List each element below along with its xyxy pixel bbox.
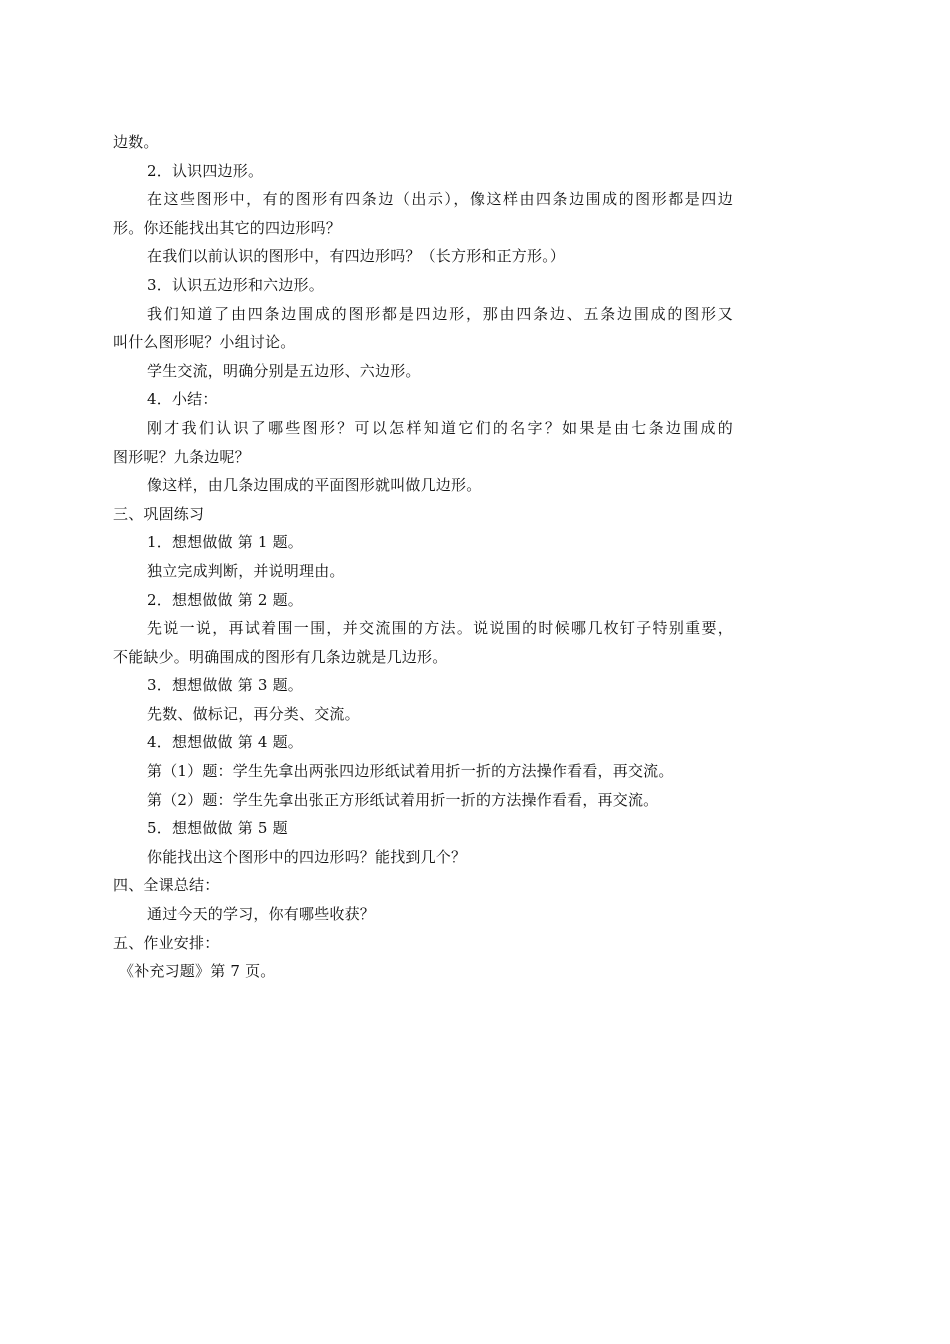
text-line: 在这些图形中，有的图形有四条边（出示），像这样由四条边围成的图形都是四边: [147, 190, 733, 209]
text-line: 我们知道了由四条边围成的图形都是四边形，那由四条边、五条边围成的图形又: [147, 304, 733, 323]
text-line: 不能缺少。明确围成的图形有几条边就是几边形。: [113, 647, 448, 666]
exercise-heading: 3．想想做做 第 3 题。: [147, 676, 303, 695]
chapter-heading: 三、巩固练习: [113, 504, 205, 523]
text-line: 像这样，由几条边围成的平面图形就叫做几边形。: [147, 476, 482, 495]
exercise-heading: 4．想想做做 第 4 题。: [147, 733, 303, 752]
section-heading: 4．小结：: [147, 390, 218, 409]
document-body: [113, 128, 733, 986]
text-line: 通过今天的学习，你有哪些收获？: [147, 905, 376, 924]
text-line: 先数、做标记，再分类、交流。: [147, 704, 360, 723]
section-heading: 2．认识四边形。: [147, 161, 264, 180]
text-line: 先说一说，再试着围一围，并交流围的方法。说说围的时候哪几枚钉子特别重要，: [147, 619, 733, 638]
text-line: 边数。: [113, 133, 159, 151]
text-line: 独立完成判断，并说明理由。: [147, 561, 345, 580]
chapter-heading: 四、全课总结：: [113, 876, 220, 895]
text-line: 形。你还能找出其它的四边形吗？: [113, 218, 342, 237]
text-line: 你能找出这个图形中的四边形吗？能找到几个？: [147, 847, 467, 866]
text-line: 第（1）题：学生先拿出两张四边形纸试着用折一折的方法操作看看，再交流。: [147, 762, 674, 781]
text-line: 叫什么图形呢？小组讨论。: [113, 333, 296, 352]
chapter-heading: 五、作业安排：: [113, 933, 220, 952]
text-line: 图形呢？九条边呢？: [113, 447, 250, 466]
section-heading: 3．认识五边形和六边形。: [147, 275, 324, 294]
exercise-heading: 5．想想做做 第 5 题: [147, 819, 288, 838]
text-line: 《补充习题》第 7 页。: [119, 962, 276, 981]
exercise-heading: 1．想想做做 第 1 题。: [147, 533, 303, 552]
text-line: 第（2）题：学生先拿出张正方形纸试着用折一折的方法操作看看，再交流。: [147, 790, 659, 809]
text-line: 刚才我们认识了哪些图形？可以怎样知道它们的名字？如果是由七条边围成的: [147, 418, 733, 437]
text-line: 学生交流，明确分别是五边形、六边形。: [147, 361, 421, 380]
text-line: 在我们以前认识的图形中，有四边形吗？（长方形和正方形。）: [147, 247, 566, 266]
exercise-heading: 2．想想做做 第 2 题。: [147, 590, 303, 609]
